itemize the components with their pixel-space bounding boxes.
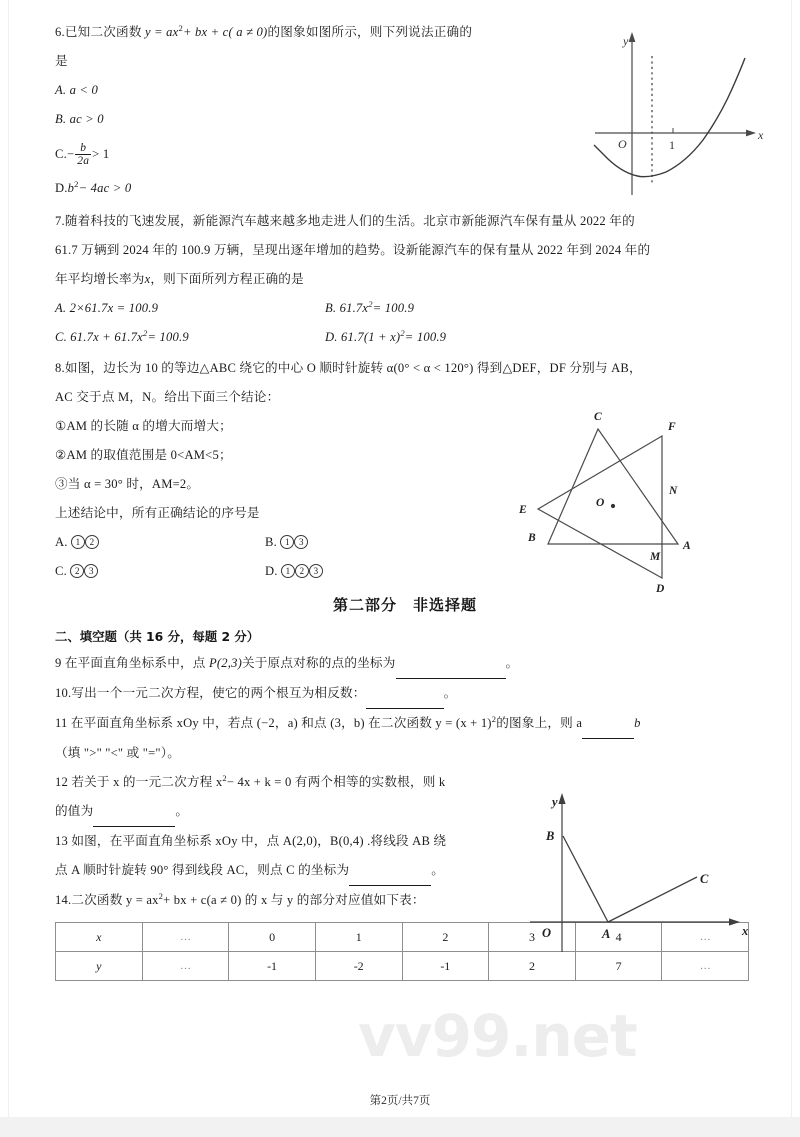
q13-coordinate-figure bbox=[510, 780, 760, 955]
q12-line2-text: 的值为 bbox=[55, 804, 94, 818]
q7-option-c-pre: C. 61.7x + 61.7x bbox=[55, 330, 143, 344]
page-content bbox=[55, 18, 764, 981]
q13-answer-blank[interactable] bbox=[349, 856, 431, 886]
table-cell-y-6: … bbox=[662, 952, 749, 981]
table-cell-x-1: 0 bbox=[229, 923, 316, 952]
q10-answer-blank[interactable] bbox=[366, 679, 444, 709]
q8-conclusion-1-marker: ① bbox=[55, 419, 67, 433]
q8-conclusion-3-text: 当 α = 30° 时，AM=2。 bbox=[67, 477, 200, 491]
q7-line1: 7.随着科技的飞速发展，新能源汽车越来越多地走进人们的生活。北京市新能源汽车保有量从 2022 年的 bbox=[55, 214, 635, 228]
q6-option-d-b: b bbox=[67, 181, 75, 195]
q6-option-d-rest: − 4ac > 0 bbox=[78, 181, 132, 195]
q6-option-d[interactable] bbox=[55, 174, 585, 203]
page-gutter bbox=[0, 1117, 800, 1137]
q6-option-a[interactable]: A. a < 0 bbox=[55, 83, 98, 97]
question-14 bbox=[55, 886, 755, 915]
circled-one-icon: 1 bbox=[280, 535, 294, 549]
q7-option-b-exponent: 2 bbox=[368, 298, 373, 309]
svg-text:A: A bbox=[602, 927, 611, 941]
circled-two-icon: 2 bbox=[85, 535, 99, 549]
q6-option-c[interactable] bbox=[55, 134, 585, 174]
q11-answer-blank[interactable] bbox=[582, 709, 634, 739]
q12-line1-pre: 12 若关于 x 的一元二次方程 x bbox=[55, 775, 223, 789]
table-cell-x-0: … bbox=[142, 923, 229, 952]
svg-text:B: B bbox=[546, 829, 555, 843]
q9-post: 关于原点对称的点的坐标为 bbox=[241, 656, 396, 670]
watermark: vv99.net bbox=[358, 1002, 637, 1070]
svg-text:y: y bbox=[623, 34, 629, 48]
svg-text:O: O bbox=[542, 926, 552, 940]
svg-text:E: E bbox=[519, 504, 527, 516]
q8-option-c[interactable] bbox=[55, 557, 265, 586]
svg-text:x: x bbox=[742, 924, 749, 938]
q10-period: 。 bbox=[443, 686, 457, 700]
q6-option-c-sign: − bbox=[66, 147, 75, 161]
q10-text: 10.写出一个一元二次方程，使它的两个根互为相反数： bbox=[55, 686, 366, 700]
table-cell-x-5: 4 bbox=[575, 923, 662, 952]
q7-variable: x bbox=[144, 272, 151, 286]
q8-option-d-label: D. bbox=[265, 564, 278, 578]
q13-line1: 13 如图，在平面直角坐标系 xOy 中，点 A(2,0)，B(0,4) .将线段 AB 绕 bbox=[55, 834, 447, 848]
circled-three-icon: 3 bbox=[309, 564, 323, 578]
table-cell-y-5: 7 bbox=[575, 952, 662, 981]
q8-option-d[interactable] bbox=[265, 557, 323, 586]
q8-option-a-label: A. bbox=[55, 535, 68, 549]
q13-period: 。 bbox=[431, 863, 445, 877]
q8-option-c-label: C. bbox=[55, 564, 67, 578]
q11-line1-post: 的图象上，则 a bbox=[496, 716, 583, 730]
svg-text:A: A bbox=[683, 540, 691, 552]
circled-three-icon: 3 bbox=[84, 564, 98, 578]
q7-option-b-pre: B. 61.7x bbox=[325, 301, 369, 315]
page-footer: 第2页/共7页 bbox=[369, 1095, 431, 1107]
table-cell-y-2: -2 bbox=[315, 952, 402, 981]
q8-conclusion-2-marker: ② bbox=[55, 448, 67, 462]
table-row bbox=[56, 952, 749, 981]
svg-text:B: B bbox=[528, 532, 536, 544]
q9-point: P(2,3) bbox=[208, 656, 242, 670]
circled-two-icon: 2 bbox=[70, 564, 84, 578]
q9-pre: 9 在平面直角坐标系中，点 bbox=[55, 656, 206, 670]
q6-option-b[interactable]: B. ac > 0 bbox=[55, 112, 104, 126]
q11-line1-end: b bbox=[634, 716, 641, 730]
table-header-y: y bbox=[56, 952, 143, 981]
question-9 bbox=[55, 649, 755, 679]
q12-answer-blank[interactable] bbox=[93, 797, 175, 827]
q12-line1-post: − 4x + k = 0 有两个相等的实数根，则 k bbox=[226, 775, 446, 789]
circled-one-icon: 1 bbox=[71, 535, 85, 549]
q8-option-b[interactable] bbox=[265, 528, 308, 557]
q11-line2: （填 ">" "<" 或 "="）。 bbox=[55, 746, 181, 760]
table-cell-x-3: 2 bbox=[402, 923, 489, 952]
q6-lead: 已知二次函数 bbox=[64, 25, 142, 39]
question-10 bbox=[55, 679, 755, 709]
q8-line3: 上述结论中，所有正确结论的序号是 bbox=[55, 506, 260, 520]
q7-option-c-exponent: 2 bbox=[142, 327, 148, 338]
q11-line1-pre: 11 在平面直角坐标系 xOy 中，若点 (−2，a) 和点 (3，b) 在二次函数 y = (x + 1) bbox=[55, 716, 492, 730]
q6-option-c-label: C. bbox=[55, 147, 67, 161]
svg-text:O: O bbox=[618, 137, 627, 151]
q7-line3-pre: 年平均增长率为 bbox=[55, 272, 145, 286]
question-6 bbox=[55, 18, 585, 203]
q7-option-c[interactable] bbox=[55, 323, 325, 352]
q7-line3 bbox=[55, 265, 755, 294]
table-cell-y-4: 2 bbox=[489, 952, 576, 981]
q6-parabola-figure bbox=[590, 23, 770, 198]
q7-options-row2 bbox=[55, 323, 755, 352]
q7-option-d[interactable] bbox=[325, 323, 446, 352]
table-cell-x-2: 1 bbox=[315, 923, 402, 952]
q6-option-c-relation: > 1 bbox=[92, 147, 110, 161]
q6-fraction bbox=[75, 142, 91, 167]
q6-number: 6. bbox=[55, 25, 65, 39]
table-cell-x-4: 3 bbox=[489, 923, 576, 952]
q14-exponent: 2 bbox=[158, 890, 164, 901]
svg-text:N: N bbox=[669, 485, 678, 497]
q13-line2-pre: 点 A 顺时针旋转 90° 得到线段 AC，则点 C 的坐标为 bbox=[55, 863, 350, 877]
question-7 bbox=[55, 207, 755, 352]
q12-period: 。 bbox=[175, 804, 189, 818]
circled-three-icon: 3 bbox=[294, 535, 308, 549]
svg-text:D: D bbox=[656, 583, 665, 595]
q6-stem-line2: 是 bbox=[55, 54, 68, 68]
svg-text:C: C bbox=[700, 872, 709, 886]
q9-answer-blank[interactable] bbox=[396, 649, 506, 679]
q7-option-d-pre: D. 61.7(1 + x) bbox=[325, 330, 401, 344]
q7-option-d-post: = 100.9 bbox=[404, 330, 447, 344]
q14-line1-post: + bx + c(a ≠ 0) 的 x 与 y 的部分对应值如下表： bbox=[163, 893, 425, 907]
q14-line1 bbox=[55, 886, 755, 915]
q11-exponent: 2 bbox=[491, 713, 497, 724]
q6-condition: ( a ≠ 0) bbox=[228, 25, 268, 39]
question-11 bbox=[55, 709, 755, 768]
svg-text:y: y bbox=[552, 795, 558, 809]
q6-formula-part2: + bx + c bbox=[182, 25, 229, 39]
svg-text:1: 1 bbox=[669, 138, 675, 152]
q9-period: 。 bbox=[505, 656, 519, 670]
table-cell-y-1: -1 bbox=[229, 952, 316, 981]
q8-conclusion-2-text: AM 的取值范围是 0<AM<5； bbox=[66, 448, 232, 462]
section-fill-blank-title: 二、填空题（共 16 分，每题 2 分） bbox=[55, 629, 260, 644]
q6-stem-line1 bbox=[55, 18, 585, 47]
svg-text:F: F bbox=[668, 421, 676, 433]
q7-option-d-exponent: 2 bbox=[400, 327, 405, 338]
q11-line1 bbox=[55, 709, 755, 739]
q7-line2: 61.7 万辆到 2024 年的 100.9 万辆，呈现出逐年增加的趋势。设新能源汽车的保有量从 2022 年到 2024 年的 bbox=[55, 243, 651, 257]
q7-option-b[interactable] bbox=[325, 294, 414, 323]
q6-fraction-denominator: 2a bbox=[77, 154, 90, 167]
svg-text:C: C bbox=[594, 411, 602, 423]
q8-option-a[interactable] bbox=[55, 528, 265, 557]
q8-conclusion-1-text: AM 的长随 α 的增大而增大； bbox=[66, 419, 232, 433]
q7-option-c-post: = 100.9 bbox=[147, 330, 189, 344]
q8-triangles-figure bbox=[490, 396, 720, 596]
table-cell-y-0: … bbox=[142, 952, 229, 981]
q7-option-a[interactable]: A. 2×61.7x = 100.9 bbox=[55, 301, 159, 315]
circled-one-icon: 1 bbox=[281, 564, 295, 578]
q12-exponent: 2 bbox=[222, 772, 227, 783]
q8-conclusion-3-marker: ③ bbox=[55, 477, 68, 491]
q6-exponent: 2 bbox=[178, 22, 183, 33]
table-cell-y-3: -1 bbox=[402, 952, 489, 981]
q7-line3-post: ，则下面所列方程正确的是 bbox=[150, 272, 304, 286]
q6-tail: 的图象如图所示，则下列说法正确的 bbox=[267, 25, 473, 39]
q8-line1: 8.如图，边长为 10 的等边△ABC 绕它的中心 O 顺时针旋转 α(0° < α < 120°) 得到△DEF，DF 分别与 AB， bbox=[55, 361, 642, 375]
q8-option-b-label: B. bbox=[265, 535, 277, 549]
q7-option-b-post: = 100.9 bbox=[372, 301, 415, 315]
q6-formula-part1: y = ax bbox=[144, 25, 179, 39]
q14-line1-pre: 14.二次函数 y = ax bbox=[55, 893, 159, 907]
svg-text:O: O bbox=[596, 497, 605, 509]
table-cell-x-6: … bbox=[662, 923, 749, 952]
circled-two-icon: 2 bbox=[295, 564, 309, 578]
svg-text:x: x bbox=[758, 128, 764, 142]
table-header-x: x bbox=[56, 923, 143, 952]
part-2-title: 第二部分 非选择题 bbox=[332, 596, 477, 614]
q7-options-row1 bbox=[55, 294, 755, 323]
q6-option-d-exponent: 2 bbox=[74, 178, 79, 189]
q6-option-d-label: D. bbox=[55, 181, 68, 195]
q8-line2: AC 交于点 M，N。给出下面三个结论： bbox=[55, 390, 280, 404]
q6-fraction-numerator: b bbox=[80, 141, 87, 154]
svg-text:M: M bbox=[650, 551, 661, 563]
